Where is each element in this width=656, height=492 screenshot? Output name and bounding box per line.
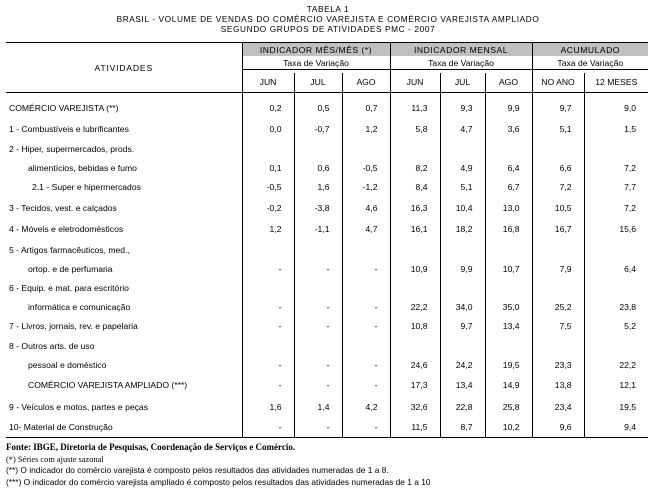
row-label: alimentícios, bebidas e fumo — [28, 162, 137, 173]
table-row — [6, 197, 648, 218]
footnote-2: (**) O indicador do comércio varejista é composto pelos resultados das atividades numeradas de 1 a 8. — [6, 465, 389, 475]
row-value: - — [294, 355, 342, 374]
row-value: 23,8 — [584, 297, 648, 316]
row-value — [342, 139, 390, 158]
data-table — [6, 42, 648, 438]
row-value — [532, 240, 584, 259]
row-value: 5,8 — [390, 119, 440, 139]
row-value: - — [294, 259, 342, 278]
row-value: 24,2 — [440, 355, 485, 374]
table-row — [6, 97, 648, 119]
row-value — [532, 336, 584, 355]
table-row — [6, 240, 648, 259]
row-value: 35,0 — [485, 297, 532, 316]
row-value: 10,5 — [532, 197, 584, 218]
row-value: 1,6 — [242, 396, 294, 417]
col-header: JUL — [440, 73, 485, 93]
row-value — [342, 240, 390, 259]
row-label: COMÉRCIO VAREJISTA (**) — [9, 103, 119, 113]
row-value: 13,4 — [440, 374, 485, 396]
row-value: 8,2 — [390, 158, 440, 177]
row-value: -0,7 — [294, 119, 342, 139]
row-value: 5,2 — [584, 316, 648, 336]
row-value — [390, 278, 440, 297]
row-value: 8,4 — [390, 177, 440, 197]
row-value — [532, 139, 584, 158]
row-value: -0,2 — [242, 197, 294, 218]
row-value: 6,7 — [485, 177, 532, 197]
row-value: 5,1 — [440, 177, 485, 197]
table-row — [6, 119, 648, 139]
row-label: 10- Material de Construção — [6, 417, 242, 437]
row-value — [440, 336, 485, 355]
row-value: 1,2 — [242, 218, 294, 240]
row-label: 1 - Combustíveis e lubrificantes — [9, 124, 129, 134]
row-value — [390, 139, 440, 158]
row-value: 9,6 — [532, 417, 584, 437]
source-note: Fonte: IBGE, Diretoria de Pesquisas, Coordenação de Serviços e Comércio. — [6, 442, 296, 452]
row-value: 11,3 — [390, 97, 440, 119]
row-value — [294, 336, 342, 355]
row-value: - — [242, 316, 294, 336]
row-value: 1,2 — [342, 119, 390, 139]
row-value: 10,4 — [440, 197, 485, 218]
col-header: 12 MESES — [584, 73, 648, 93]
table-row — [6, 177, 648, 197]
row-value: 15,6 — [584, 218, 648, 240]
table-row — [6, 218, 648, 240]
row-value: - — [294, 297, 342, 316]
row-value: - — [342, 374, 390, 396]
row-value: 4,7 — [342, 218, 390, 240]
col-header: JUN — [242, 73, 294, 93]
row-value: 13,4 — [485, 316, 532, 336]
row-value: 1,5 — [584, 119, 648, 139]
row-value: - — [294, 316, 342, 336]
row-value: 6,4 — [485, 158, 532, 177]
table-row — [6, 259, 648, 278]
table-number: TABELA 1 — [306, 4, 350, 14]
row-value: 9,3 — [440, 97, 485, 119]
col-header: JUN — [390, 73, 440, 93]
row-value: - — [342, 417, 390, 437]
row-value: 7,7 — [584, 177, 648, 197]
row-value — [584, 240, 648, 259]
row-value: 34,0 — [440, 297, 485, 316]
row-value: -3,8 — [294, 197, 342, 218]
row-label: ortop. e de perfumaria — [28, 263, 113, 274]
row-value: 0,6 — [294, 158, 342, 177]
row-label: 9 - Veículos e motos, partes e peças — [9, 401, 149, 412]
row-value: - — [242, 297, 294, 316]
row-value: 9,7 — [532, 97, 584, 119]
row-value: 10,2 — [485, 417, 532, 437]
table-title: BRASIL - VOLUME DE VENDAS DO COMÉRCIO VAREJISTA E COMÉRCIO VAREJISTA AMPLIADO — [116, 14, 540, 24]
header-taxa: Taxa de Variação — [532, 56, 648, 70]
row-value: 1,4 — [294, 396, 342, 417]
row-value: 12,1 — [584, 374, 648, 396]
header-taxa: Taxa de Variação — [390, 56, 532, 70]
row-value: - — [342, 297, 390, 316]
row-value: 8,7 — [440, 417, 485, 437]
row-value: 32,6 — [390, 396, 440, 417]
footnote-3: (***) O indicador do comércio varejista ampliado é composto pelos resultados das atividades numeradas de 1 a 10 — [6, 477, 431, 487]
row-value: 4,9 — [440, 158, 485, 177]
row-value — [342, 278, 390, 297]
row-value: - — [342, 355, 390, 374]
row-value: 16,8 — [485, 218, 532, 240]
table-row — [6, 355, 648, 374]
row-value: - — [294, 374, 342, 396]
row-value: 0,2 — [242, 97, 294, 119]
row-value: 4,6 — [342, 197, 390, 218]
row-value: 7,2 — [584, 197, 648, 218]
header-group-mensal: INDICADOR MENSAL — [390, 43, 532, 57]
col-header: NO ANO — [532, 73, 584, 93]
row-label: 2.1 - Super e hipermercados — [32, 182, 141, 192]
row-value: 9,9 — [485, 97, 532, 119]
row-value — [242, 240, 294, 259]
row-value: 14,9 — [485, 374, 532, 396]
row-value: 0,0 — [242, 119, 294, 139]
row-value — [242, 336, 294, 355]
row-value: 10,9 — [390, 259, 440, 278]
row-value: - — [294, 417, 342, 437]
row-value: 16,1 — [390, 218, 440, 240]
row-value: 0,7 — [342, 97, 390, 119]
row-label: informática e comunicação — [28, 301, 131, 312]
table-row — [6, 297, 648, 316]
table-subtitle: SEGUNDO GRUPOS DE ATIVIDADES PMC - 2007 — [220, 24, 436, 34]
col-header: AGO — [342, 73, 390, 93]
row-value — [584, 139, 648, 158]
row-value: 6,6 — [532, 158, 584, 177]
row-label: 3 - Tecidos, vest. e calçados — [9, 202, 117, 213]
row-value — [342, 336, 390, 355]
row-value: 16,7 — [532, 218, 584, 240]
row-value — [440, 139, 485, 158]
row-label: 2 - Hiper, supermercados, prods. — [9, 143, 135, 154]
row-value — [485, 278, 532, 297]
row-value: 22,2 — [390, 297, 440, 316]
row-value — [242, 139, 294, 158]
row-value: 0,1 — [242, 158, 294, 177]
row-label: 6 - Equip. e mat. para escritório — [9, 282, 129, 293]
row-value: 7,5 — [532, 316, 584, 336]
row-value: 7,2 — [584, 158, 648, 177]
row-value: 5,1 — [532, 119, 584, 139]
row-value: 4,7 — [440, 119, 485, 139]
row-value: 7,9 — [532, 259, 584, 278]
row-value: -0,5 — [342, 158, 390, 177]
table-row — [6, 417, 648, 437]
header-group-acumulado: ACUMULADO — [532, 43, 648, 57]
row-value: 10,8 — [390, 316, 440, 336]
row-label: 5 - Artigos farmacêuticos, med., — [9, 244, 130, 255]
table-row — [6, 316, 648, 336]
row-label: 7 - Livros, jornais, rev. e papelaria — [9, 321, 138, 331]
row-label: 4 - Móveis e eletrodomésticos — [9, 224, 124, 234]
table-row — [6, 278, 648, 297]
row-value: 13,0 — [485, 197, 532, 218]
table-row — [6, 396, 648, 417]
row-value: 19,5 — [485, 355, 532, 374]
row-value: 3,6 — [485, 119, 532, 139]
row-value: 4,2 — [342, 396, 390, 417]
row-value: 7,2 — [532, 177, 584, 197]
row-value: 0,5 — [294, 97, 342, 119]
row-value — [532, 278, 584, 297]
row-value: 11,5 — [390, 417, 440, 437]
row-value: 9,4 — [584, 417, 648, 437]
row-value: - — [342, 259, 390, 278]
row-label: 8 - Outros arts. de uso — [9, 340, 95, 351]
row-label: COMÉRCIO VAREJISTA AMPLIADO (***) — [28, 380, 188, 390]
row-value: 17,3 — [390, 374, 440, 396]
row-value — [390, 240, 440, 259]
row-value: 25,8 — [485, 396, 532, 417]
row-value — [485, 139, 532, 158]
row-value: 13,8 — [532, 374, 584, 396]
row-value: 22,2 — [584, 355, 648, 374]
row-value: 10,7 — [485, 259, 532, 278]
row-value — [485, 336, 532, 355]
row-value — [294, 278, 342, 297]
row-value: 19,5 — [584, 396, 648, 417]
row-label: pessoal e doméstico — [28, 359, 107, 370]
row-value: 23,3 — [532, 355, 584, 374]
row-value — [485, 240, 532, 259]
row-value: - — [242, 259, 294, 278]
row-value: 9,9 — [440, 259, 485, 278]
header-atividades: ATIVIDADES — [6, 43, 242, 93]
row-value: 25,2 — [532, 297, 584, 316]
row-value: 24,6 — [390, 355, 440, 374]
row-value: - — [342, 316, 390, 336]
row-value: 1,6 — [294, 177, 342, 197]
row-value: 9,0 — [584, 97, 648, 119]
row-value — [294, 240, 342, 259]
row-value: 16,3 — [390, 197, 440, 218]
row-value: -1,1 — [294, 218, 342, 240]
table-row — [6, 336, 648, 355]
row-value: - — [242, 417, 294, 437]
row-value: -0,5 — [242, 177, 294, 197]
row-value — [390, 336, 440, 355]
header-group-mes-mes: INDICADOR MÊS/MÊS (*) — [242, 43, 390, 57]
row-value: 9,7 — [440, 316, 485, 336]
footnote-1: (*) Séries com ajuste sazonal — [6, 455, 104, 464]
row-value: 22,8 — [440, 396, 485, 417]
row-value — [440, 240, 485, 259]
table-row — [6, 158, 648, 177]
row-value: -1,2 — [342, 177, 390, 197]
row-value — [584, 336, 648, 355]
table-row — [6, 139, 648, 158]
table-row — [6, 374, 648, 396]
row-value — [440, 278, 485, 297]
row-value: - — [242, 374, 294, 396]
row-value: 18,2 — [440, 218, 485, 240]
header-taxa: Taxa de Variação — [242, 56, 390, 70]
col-header: AGO — [485, 73, 532, 93]
row-value — [242, 278, 294, 297]
row-value — [294, 139, 342, 158]
col-header: JUL — [294, 73, 342, 93]
row-value — [584, 278, 648, 297]
row-value: 6,4 — [584, 259, 648, 278]
row-value: - — [242, 355, 294, 374]
row-value: 23,4 — [532, 396, 584, 417]
